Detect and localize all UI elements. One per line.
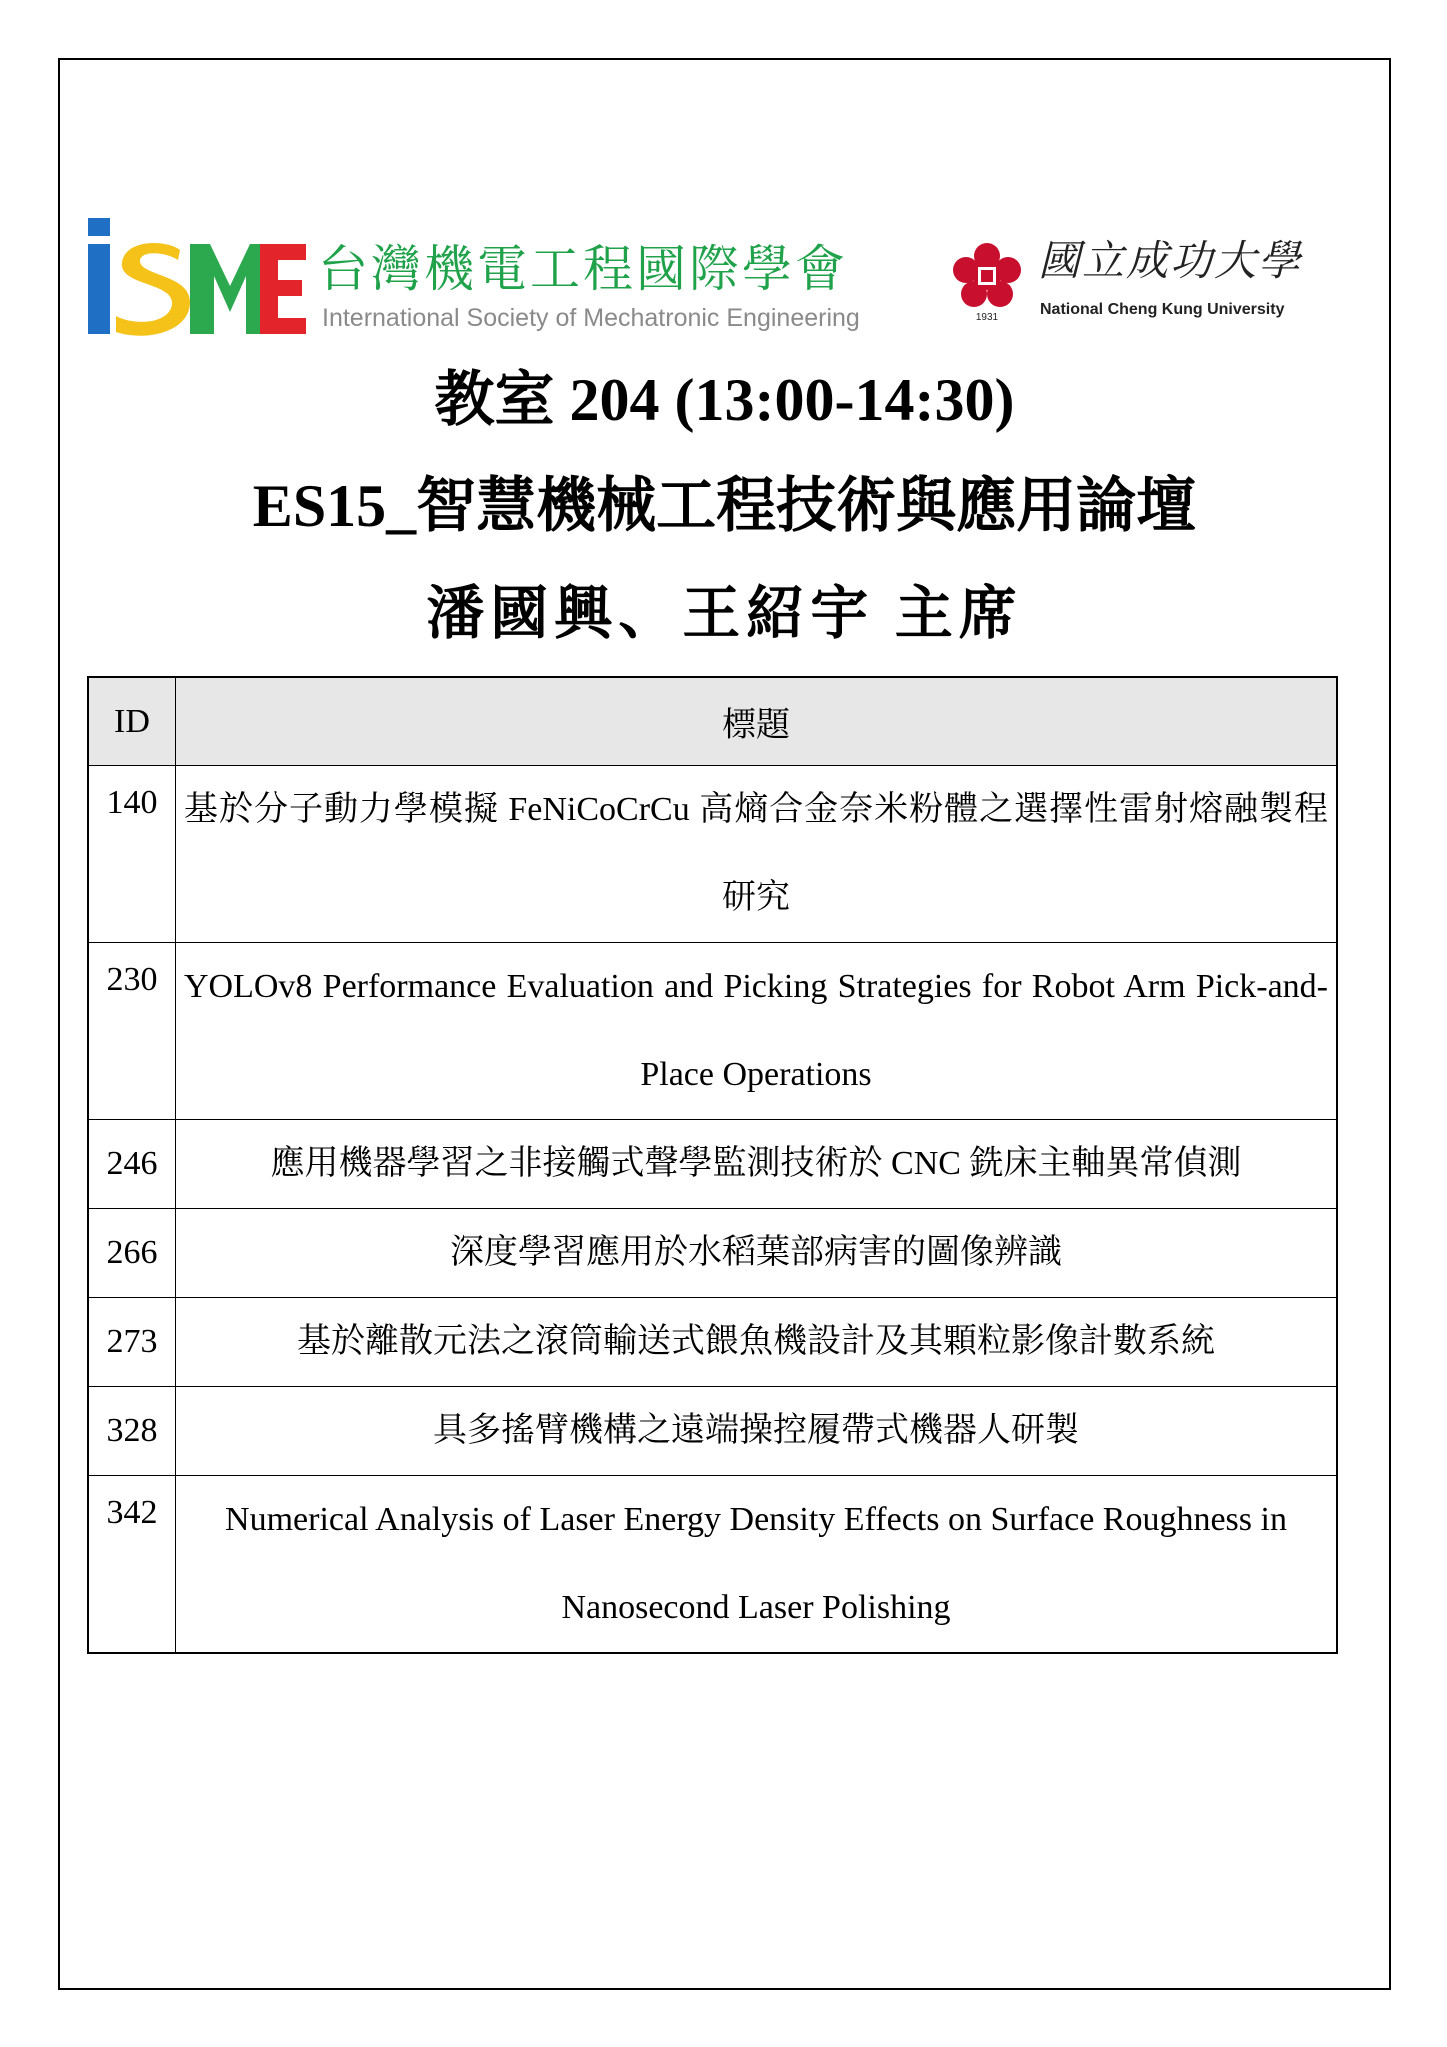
isme-name-zh: 台灣機電工程國際學會: [318, 241, 848, 297]
paper-title: YOLOv8 Performance Evaluation and Picking Strategies for Robot Arm Pick-and-Place Operations: [176, 943, 1338, 1120]
paper-title: Numerical Analysis of Laser Energy Density Effects on Surface Roughness in Nanosecond Laser Polishing: [176, 1476, 1338, 1654]
table-row: [88, 1387, 1337, 1476]
session-chairs: 潘國興、王紹宇 主席: [426, 581, 1023, 646]
table-row: [88, 943, 1337, 1120]
paper-id: 328: [88, 1387, 176, 1476]
ncku-name-zh: 國立成功大學: [1038, 236, 1303, 285]
ncku-name-en: National Cheng Kung University: [1040, 301, 1285, 318]
paper-id: 273: [88, 1298, 176, 1387]
paper-table: [87, 676, 1338, 1654]
paper-id: 140: [88, 766, 176, 943]
ncku-plum-blossom-icon: [950, 240, 1024, 322]
paper-title: 深度學習應用於水稻葉部病害的圖像辨識: [176, 1209, 1338, 1298]
table-row: [88, 1476, 1337, 1654]
paper-id: 246: [88, 1120, 176, 1209]
paper-id: 266: [88, 1209, 176, 1298]
paper-title: 應用機器學習之非接觸式聲學監測技術於 CNC 銑床主軸異常偵測: [176, 1120, 1338, 1209]
isme-logo: [86, 216, 896, 336]
paper-id: 230: [88, 943, 176, 1120]
table-header-row: [88, 677, 1337, 766]
ncku-logo: [950, 236, 1303, 326]
isme-name-en: International Society of Mechatronic Engineering: [322, 304, 860, 332]
paper-title: 具多搖臂機構之遠端操控履帶式機器人研製: [176, 1387, 1338, 1476]
isme-mark-icon: [86, 216, 306, 336]
paper-title: 基於分子動力學模擬 FeNiCoCrCu 高熵合金奈米粉體之選擇性雷射熔融製程研究: [176, 766, 1338, 943]
ncku-emblem-year: 1931: [975, 312, 999, 322]
table-row: [88, 1209, 1337, 1298]
paper-title: 基於離散元法之滾筒輸送式餵魚機設計及其顆粒影像計數系統: [176, 1298, 1338, 1387]
paper-id: 342: [88, 1476, 176, 1654]
room-title: 教室 204 (13:00-14:30): [434, 367, 1015, 433]
column-header-id: ID: [88, 677, 176, 766]
table-row: [88, 766, 1337, 943]
table-row: [88, 1120, 1337, 1209]
session-title: ES15_智慧機械工程技術與應用論壇: [252, 473, 1197, 539]
column-header-title: 標題: [176, 677, 1338, 766]
table-row: [88, 1298, 1337, 1387]
